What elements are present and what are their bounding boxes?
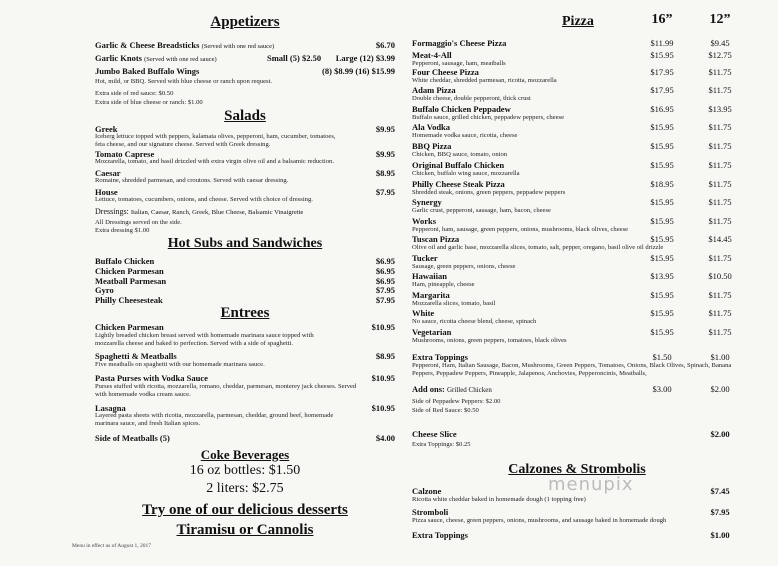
pizza-row (412, 141, 742, 151)
entree-row (95, 351, 395, 361)
price-16: $17.95 (650, 67, 674, 77)
item-price: $10.95 (371, 403, 395, 413)
pizza-name: Original Buffalo Chicken (412, 160, 505, 170)
stromboli-desc: Pizza sauce, cheese, green peppers, onions, mushrooms, and sausage baked in homemade dough (412, 517, 667, 524)
item-name: Greek (95, 124, 118, 134)
addon-item: Grilled Chicken (446, 386, 492, 394)
item-price: $7.95 (375, 285, 395, 295)
item-name: Tomato Caprese (95, 149, 155, 159)
toppings-desc: Pepperoni, Ham, Italian Sausage, Bacon, Mushrooms, Green Peppers, Tomatoes, Onions, Black Olives, Spinach, Banana Peppers, Peppadew Peppers, Pineapple, Jalapenos, Anchovies, Pepperoncinis, Meatballs, (412, 362, 732, 377)
item-name: Chicken Parmesan (95, 322, 164, 332)
item-name: Chicken Parmesan (95, 266, 164, 276)
item-name: Garlic Knots (95, 53, 142, 63)
price-16: $3.00 (652, 384, 672, 394)
size-12-heading: 12” (709, 12, 731, 27)
item-price: $4.00 (375, 433, 395, 443)
pizza-desc: Pepperoni, ham, sausage, green peppers, onions, mushrooms, black olives, cheese (412, 226, 629, 233)
footer-note: Menu in effect as of August 1, 2017 (72, 543, 152, 549)
sub-row (95, 256, 395, 266)
price-16: $16.95 (650, 104, 674, 114)
item-price: $10.95 (371, 373, 395, 383)
addons-row (412, 384, 742, 395)
price-12: $10.50 (708, 271, 732, 281)
pizza-name: Tucker (412, 253, 438, 263)
extra-toppings-row (412, 352, 742, 362)
item-price: $2.00 (710, 429, 730, 439)
salads-heading: Salads (224, 108, 266, 124)
garlic-knots-row (95, 53, 395, 65)
price-12: $11.75 (708, 308, 732, 318)
price-16: $11.99 (650, 38, 674, 48)
pizza-desc: Ham, pineapple, cheese (412, 281, 475, 288)
pizza-desc: Mozzarella slices, tomato, basil (412, 300, 496, 307)
item-name: Garlic & Cheese Breadsticks (95, 40, 200, 50)
side-peppadew: Side of Peppadew Peppers: $2.00 (412, 398, 501, 405)
pizza-desc: White cheddar, shredded parmesan, ricotta, mozzarella (412, 77, 557, 84)
pizza-name: Vegetarian (412, 327, 452, 337)
price-16: $15.95 (650, 50, 674, 60)
item-note: (Served with one red sauce) (144, 56, 217, 63)
pizza-desc: Pepperoni, sausage, ham, meatballs (412, 60, 506, 67)
pizza-name: Four Cheese Pizza (412, 67, 479, 77)
item-name: Side of Meatballs (5) (95, 433, 170, 443)
caprese-desc: Mozzarella, tomato, and basil drizzled with extra virgin olive oil and a balsamic reduction. (95, 158, 335, 165)
pizza-row (412, 308, 742, 318)
price-12: $11.75 (708, 141, 732, 151)
pizza-row (412, 327, 742, 337)
price-16: $15.95 (650, 160, 674, 170)
price-12: $11.75 (708, 179, 732, 189)
price-16: $15.95 (650, 253, 674, 263)
entree-row (95, 433, 395, 443)
size-16-heading: 16” (651, 12, 673, 27)
calzones-heading: Calzones & Strombolis (508, 462, 646, 477)
item-price: $9.95 (375, 149, 395, 159)
item-name: Stromboli (412, 507, 449, 517)
item-name: Philly Cheesesteak (95, 295, 163, 305)
greek-desc: Iceberg lettuce topped with peppers, kalamata olives, pepperoni, ham, cucumber, tomatoes, feta cheese, and our signature cheese. Served with Greek dressing. (95, 133, 336, 148)
dressings-note: All Dressings served on the side. (95, 219, 182, 226)
pizza-name: White (412, 308, 435, 318)
pizza-desc: Mushrooms, onions, green peppers, tomatoes, black olives (412, 337, 567, 344)
pizza-row (412, 85, 742, 95)
calzone-desc: Ricotta white cheddar baked in homemade dough (1 topping free) (412, 496, 586, 503)
coke-liters: 2 liters: $2.75 (206, 481, 284, 496)
pizza-desc: Buffalo sauce, grilled chicken, peppadew peppers, cheese (412, 114, 565, 121)
price-12: $11.75 (708, 216, 732, 226)
price-12: $14.45 (708, 234, 732, 244)
sub-row (95, 285, 395, 295)
price-16: $15.95 (650, 327, 674, 337)
entree-row (95, 322, 395, 332)
price-16: $17.95 (650, 85, 674, 95)
price-12: $11.75 (708, 253, 732, 263)
sub-row (95, 295, 395, 305)
item-price: $8.95 (375, 168, 395, 178)
item-price: $6.95 (375, 276, 395, 286)
extra-blue-cheese: Extra side of blue cheese or ranch: $1.00 (95, 99, 203, 106)
price-16: $15.95 (650, 234, 674, 244)
wings-row (95, 66, 395, 76)
pizza-row (412, 197, 742, 207)
pizza-desc: No sauce, ricotta cheese blend, cheese, spinach (412, 318, 537, 325)
item-price: $1.00 (710, 530, 730, 540)
item-name: House (95, 187, 118, 197)
pizza-row (412, 179, 742, 189)
price-12: $11.75 (708, 85, 732, 95)
entree-row (95, 373, 395, 383)
item-name: Jumbo Baked Buffalo Wings (95, 66, 200, 76)
pizza-row (412, 290, 742, 300)
house-desc: Lettuce, tomatoes, cucumbers, onions, and cheese. Served with choice of dressing. (95, 196, 313, 203)
pizza-name: Buffalo Chicken Peppadew (412, 104, 511, 114)
item-price: $7.95 (710, 507, 730, 517)
item-name: Cheese Slice (412, 429, 457, 439)
price-12: $1.00 (710, 352, 730, 362)
calzone-toppings-row (412, 530, 742, 540)
price-12: $11.75 (708, 160, 732, 170)
dressings-list: Italian, Caesar, Ranch, Greek, Blue Cheese, Balsamic Vinaigrette (130, 209, 304, 216)
item-note: (Served with one red sauce) (201, 43, 275, 50)
item-desc: Five meatballs on spaghetti with our homemade marinara sauce. (95, 361, 265, 368)
pizza-row (412, 160, 742, 170)
pizza-name: Margarita (412, 290, 450, 300)
price-12: $9.45 (710, 38, 730, 48)
price-16: $13.95 (650, 271, 674, 281)
item-price: $6.95 (375, 266, 395, 276)
wings-desc: Hot, mild, or BBQ. Served with blue cheese or ranch upon request. (95, 78, 273, 85)
item-price: $7.95 (375, 295, 395, 305)
pizza-name: Adam Pizza (412, 85, 456, 95)
pizza-row (412, 122, 742, 132)
desserts-line1: Try one of our delicious desserts (142, 502, 348, 518)
pizza-name: Tuscan Pizza (412, 234, 460, 244)
dressings-label: Dressings: (95, 207, 129, 216)
pizza-desc: Olive oil and garlic base, mozzarella slices, tomato, salt, pepper, oregano, basil olive oil drizzle (412, 244, 664, 251)
pizza-desc: Double cheese, double pepperoni, thick crust (412, 95, 531, 102)
extra-dressing-note: Extra dressing $1.00 (95, 227, 150, 234)
price-16: $15.95 (650, 141, 674, 151)
pizza-row (412, 104, 742, 114)
cheese-slice-row (412, 429, 742, 439)
subs-heading: Hot Subs and Sandwiches (167, 236, 323, 251)
item-name: Gyro (95, 285, 114, 295)
item-price: $7.95 (375, 187, 395, 197)
extra-red-sauce: Extra side of red sauce: $0.50 (95, 90, 174, 97)
appetizers-heading: Appetizers (210, 14, 280, 30)
coke-heading: Coke Beverages (200, 447, 290, 462)
pizza-row (412, 38, 742, 48)
pizza-name: Formaggio's Cheese Pizza (412, 38, 507, 48)
pizza-name: Hawaiian (412, 271, 447, 281)
item-name: Lasagna (95, 403, 126, 413)
item-name: Meatball Parmesan (95, 276, 167, 286)
price-16: $15.95 (650, 216, 674, 226)
price-16: $15.95 (650, 122, 674, 132)
slice-desc: Extra Toppings: $0.25 (412, 441, 471, 448)
item-name: Calzone (412, 486, 442, 496)
price-16: $1.50 (652, 352, 672, 362)
pizza-desc: Chicken, buffalo wing sauce, mozzarella (412, 170, 520, 177)
entrees-heading: Entrees (220, 305, 270, 321)
item-desc: Lightly breaded chicken breast served with homemade marinara sauce topped with mozzarella cheese and baked to perfection. Served with a side of spaghetti. (95, 332, 314, 347)
pizza-row (412, 67, 742, 77)
item-price: $10.95 (371, 322, 395, 332)
price-16: $15.95 (650, 290, 674, 300)
pizza-name: Synergy (412, 197, 442, 207)
caesar-desc: Romaine, shredded parmesan, and croutons. Served with caesar dressing. (95, 177, 289, 184)
pizza-desc: Shredded steak, onions, green peppers, peppadew peppers (412, 189, 566, 196)
sub-row (95, 266, 395, 276)
pizza-desc: Sausage, green peppers, onions, cheese (412, 263, 516, 270)
item-name: Extra Toppings (412, 352, 468, 362)
item-price: $9.95 (375, 124, 395, 134)
item-name: Add ons: (412, 384, 445, 394)
side-red-sauce: Side of Red Sauce: $0.50 (412, 407, 479, 414)
price-12: $12.75 (708, 50, 732, 60)
price-16: $18.95 (650, 179, 674, 189)
pizza-name: Philly Cheese Steak Pizza (412, 179, 505, 189)
pizza-name: Works (412, 216, 437, 226)
coke-bottles: 16 oz bottles: $1.50 (189, 463, 301, 478)
pizza-desc: Garlic crust, pepperoni, sausage, ham, bacon, cheese (412, 207, 551, 214)
item-name: Spaghetti & Meatballs (95, 351, 177, 361)
pizza-heading: Pizza (562, 14, 594, 29)
item-name: Pasta Purses with Vodka Sauce (95, 373, 208, 383)
price-16: $15.95 (650, 308, 674, 318)
item-name: Caesar (95, 168, 121, 178)
item-price: (8) $8.99 (16) $15.99 (322, 66, 395, 76)
pizza-row (412, 234, 742, 244)
price-16: $15.95 (650, 197, 674, 207)
item-price: $8.95 (375, 351, 395, 361)
price-12: $11.75 (708, 290, 732, 300)
item-price: $6.95 (375, 256, 395, 266)
item-desc: Purses stuffed with ricotta, mozzarella, romano, cheddar, parmesan, monterey jack cheeses. Served with homemade vodka cream sauce. (95, 383, 357, 398)
stromboli-row (412, 507, 742, 517)
pizza-name: Ala Vodka (412, 122, 451, 132)
pizza-row (412, 50, 742, 60)
dressings-row (95, 206, 395, 218)
garlic-breadsticks-row (95, 40, 395, 52)
item-price: $7.45 (710, 486, 730, 496)
price-12: $13.95 (708, 104, 732, 114)
price-12: $11.75 (708, 197, 732, 207)
pizza-row (412, 253, 742, 263)
pizza-name: Meat-4-All (412, 50, 452, 60)
item-name: Extra Toppings (412, 530, 468, 540)
pizza-desc: Homemade vodka sauce, ricotta, cheese (412, 132, 518, 139)
large-price: Large (12) $3.99 (335, 53, 395, 63)
desserts-line2: Tiramisu or Cannolis (176, 522, 314, 538)
pizza-row (412, 216, 742, 226)
price-12: $11.75 (708, 67, 732, 77)
pizza-row (412, 271, 742, 281)
price-12: $11.75 (708, 327, 732, 337)
item-name: Buffalo Chicken (95, 256, 155, 266)
small-price: Small (5) $2.50 (267, 53, 322, 63)
item-price: $6.70 (375, 40, 395, 50)
pizza-name: BBQ Pizza (412, 141, 452, 151)
price-12: $11.75 (708, 122, 732, 132)
pizza-desc: Chicken, BBQ sauce, tomato, onion (412, 151, 508, 158)
item-desc: Layered pasta sheets with ricotta, mozzarella, parmesan, cheddar, ground beef, homemade marinara sauce, and fresh Italian spices. (95, 412, 334, 427)
price-12: $2.00 (710, 384, 730, 394)
watermark-logo: menupix (548, 474, 634, 495)
